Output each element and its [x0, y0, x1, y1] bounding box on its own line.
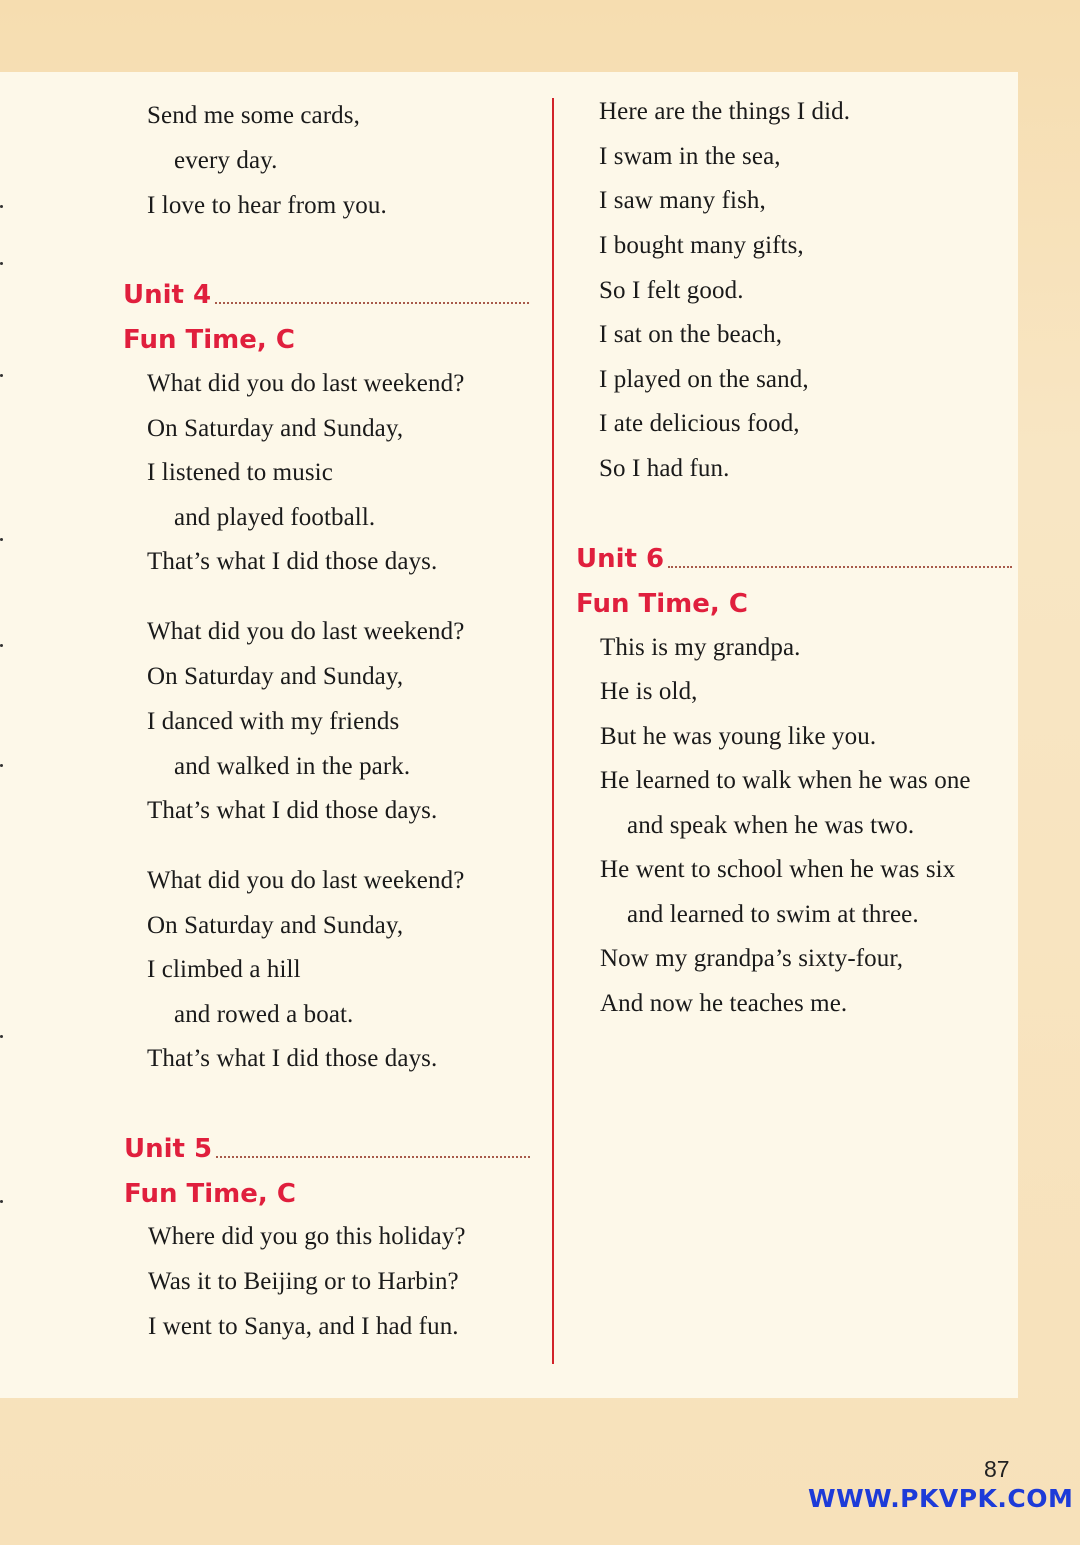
- poem-line: That’s what I did those days.: [147, 548, 438, 575]
- poem-line: and played football.: [174, 504, 376, 531]
- poem-line: Where did you go this holiday?: [148, 1223, 466, 1250]
- poem-line: What did you do last weekend?: [147, 867, 465, 894]
- poem-line: That’s what I did those days.: [147, 797, 438, 824]
- scan-edge-mark: [0, 644, 3, 647]
- poem-line: He is old,: [600, 678, 698, 705]
- poem-line: I played on the sand,: [599, 366, 809, 393]
- poem-line: every day.: [174, 147, 278, 174]
- poem-line: That’s what I did those days.: [147, 1045, 438, 1072]
- scan-edge-mark: [0, 1035, 3, 1038]
- poem-line: But he was young like you.: [600, 723, 877, 750]
- content-panel: [0, 72, 1018, 1398]
- poem-line: I bought many gifts,: [599, 232, 804, 259]
- unit-5-label: Unit 5: [124, 1134, 213, 1164]
- unit-6-heading: [576, 543, 1012, 575]
- scan-edge-mark: [0, 1200, 3, 1203]
- scan-edge-mark: [0, 374, 3, 377]
- scan-edge-mark: [0, 262, 3, 265]
- poem-line: I swam in the sea,: [599, 143, 781, 170]
- poem-line: Here are the things I did.: [599, 98, 851, 125]
- poem-line: On Saturday and Sunday,: [147, 663, 404, 690]
- column-divider: [552, 98, 554, 1364]
- watermark-link[interactable]: WWW.PKVPK.COM: [808, 1484, 1074, 1513]
- dotted-leader: [215, 302, 529, 304]
- unit-6-label: Unit 6: [576, 544, 665, 574]
- dotted-leader: [216, 1156, 530, 1158]
- poem-line: So I had fun.: [599, 455, 730, 482]
- poem-line: I love to hear from you.: [147, 192, 387, 219]
- poem-line: Send me some cards,: [147, 102, 360, 129]
- dotted-leader: [668, 566, 1012, 568]
- unit-5-section-title: Fun Time, C: [124, 1179, 296, 1209]
- poem-line: I sat on the beach,: [599, 321, 783, 348]
- scan-edge-mark: [0, 205, 3, 208]
- poem-line: What did you do last weekend?: [147, 618, 465, 645]
- unit-6-section-title: Fun Time, C: [576, 589, 748, 619]
- poem-line: and walked in the park.: [174, 753, 411, 780]
- poem-line: I listened to music: [147, 459, 333, 486]
- unit-4-label: Unit 4: [123, 280, 212, 310]
- unit-4-section-title: Fun Time, C: [123, 325, 295, 355]
- poem-line: So I felt good.: [599, 277, 744, 304]
- poem-line: I ate delicious food,: [599, 410, 800, 437]
- poem-line: On Saturday and Sunday,: [147, 415, 404, 442]
- poem-line: What did you do last weekend?: [147, 370, 465, 397]
- poem-line: On Saturday and Sunday,: [147, 912, 404, 939]
- poem-line: I went to Sanya, and I had fun.: [148, 1313, 459, 1340]
- poem-line: And now he teaches me.: [600, 990, 848, 1017]
- scan-edge-mark: [0, 764, 3, 767]
- poem-line: I climbed a hill: [147, 956, 301, 983]
- page-number: 87: [984, 1456, 1010, 1482]
- poem-line: He went to school when he was six: [600, 856, 956, 883]
- poem-line: Now my grandpa’s sixty-four,: [600, 945, 904, 972]
- scan-edge-mark: [0, 538, 3, 541]
- poem-line: This is my grandpa.: [600, 634, 801, 661]
- poem-line: I saw many fish,: [599, 187, 766, 214]
- poem-line: I danced with my friends: [147, 708, 400, 735]
- poem-line: He learned to walk when he was one: [600, 767, 971, 794]
- poem-line: and rowed a boat.: [174, 1001, 354, 1028]
- poem-line: Was it to Beijing or to Harbin?: [148, 1268, 459, 1295]
- unit-5-heading: [124, 1133, 530, 1165]
- poem-line: and learned to swim at three.: [627, 901, 919, 928]
- unit-4-heading: [123, 279, 529, 311]
- poem-line: and speak when he was two.: [627, 812, 915, 839]
